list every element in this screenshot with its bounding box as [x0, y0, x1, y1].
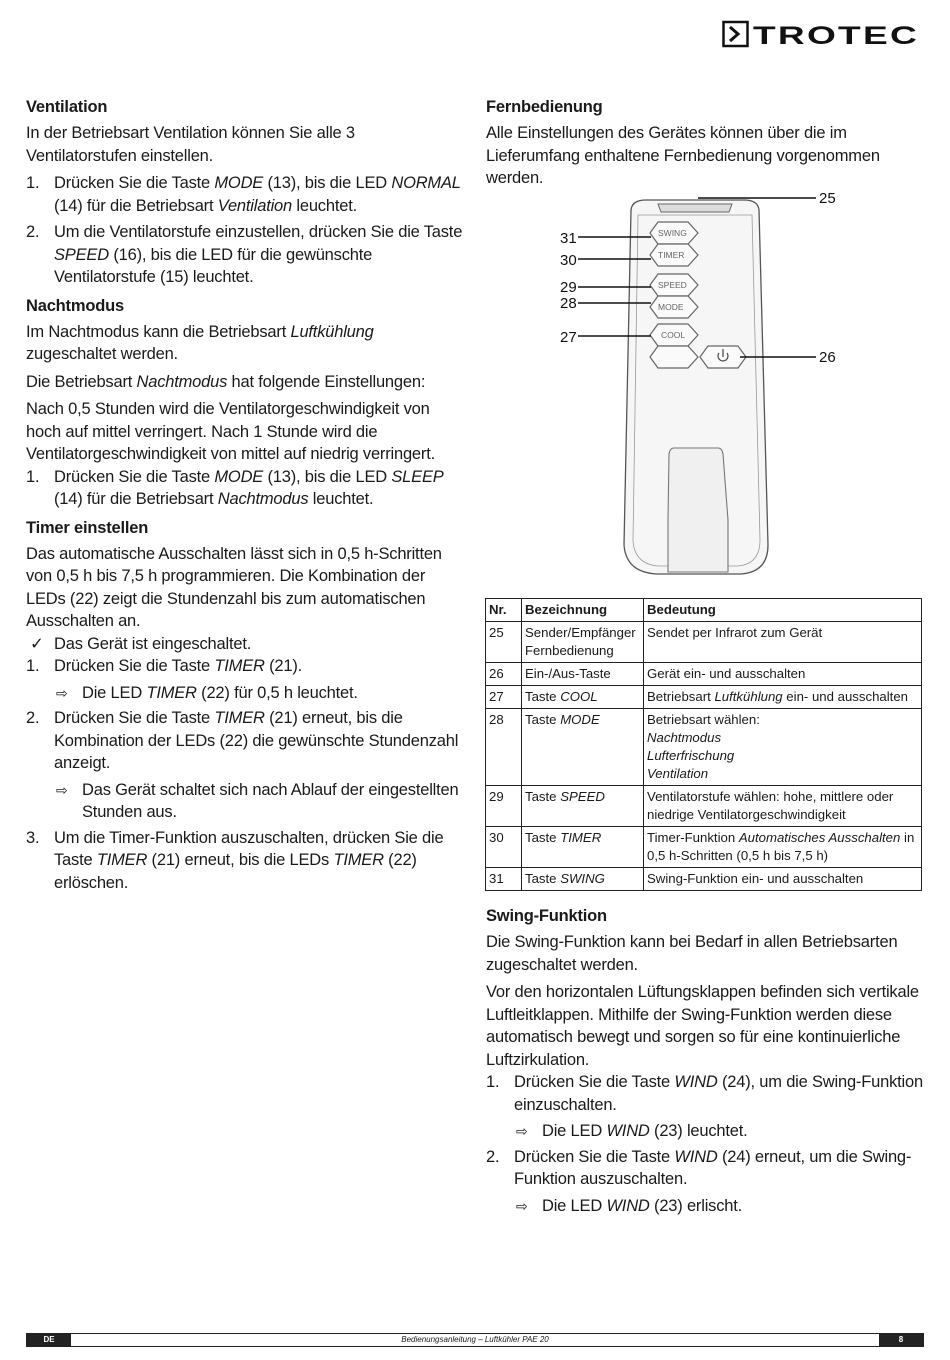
- swing-result-2: ⇨ Die LED WIND (23) erlischt.: [486, 1195, 926, 1218]
- timer-step-3: 3. Um die Timer-Funktion auszuschalten, drücken Sie die Taste TIMER (21) erneut, bis die LEDs TIMER (22) erlöschen.: [26, 828, 444, 892]
- table-row: 25 Sender/Empfänger Fernbedienung Sendet per Infrarot zum Gerät: [486, 622, 922, 663]
- callout-27: 27: [560, 329, 577, 346]
- arrow-right-icon: ⇨: [516, 1197, 528, 1214]
- brand-name: TROTEC: [753, 22, 919, 48]
- arrow-right-icon: ⇨: [56, 684, 68, 701]
- callout-29: 29: [560, 279, 577, 296]
- checkmark-icon: ✓: [30, 634, 44, 653]
- table-header: Bedeutung: [644, 599, 922, 622]
- callout-30: 30: [560, 252, 577, 269]
- table-row: 27 Taste COOL Betriebsart Luftkühlung ein- und ausschalten: [486, 686, 922, 709]
- page-footer: [26, 1333, 924, 1347]
- language-badge: DE: [27, 1334, 71, 1346]
- ventilation-section: [26, 96, 466, 289]
- left-column: [26, 96, 466, 898]
- swing-p2: Vor den horizontalen Lüftungsklappen befinden sich vertikale Luftleitklappen. Mithilfe der Swing-Funktion werden diese automatisch bewegt und sorgen so für eine kontinuierliche Luftzirkulation.: [486, 983, 919, 1069]
- timer-result-1: ⇨ Die LED TIMER (22) für 0,5 h leuchtet.: [26, 682, 466, 705]
- swing-step-1: 1. Drücken Sie die Taste WIND (24), um die Swing-Funktion einzuschalten.: [486, 1073, 923, 1114]
- night-p2: Die Betriebsart Nachtmodus hat folgende Einstellungen:: [26, 372, 426, 391]
- remote-illustration: [486, 180, 926, 585]
- arrow-right-icon: ⇨: [516, 1123, 528, 1139]
- night-title: Nachtmodus: [26, 296, 124, 315]
- table-row: 29 Taste SPEED Ventilatorstufe wählen: hohe, mittlere oder niedrige Ventilatorgeschwindigkeit: [486, 786, 922, 827]
- table-row: 28 Taste MODE Betriebsart wählen: Nachtmodus Lufterfrischung Ventilation: [486, 709, 922, 786]
- table-row: 31 Taste SWING Swing-Funktion ein- und ausschalten: [486, 868, 922, 891]
- table-header: Bezeichnung: [522, 599, 644, 622]
- night-step-1: 1. Drücken Sie die Taste MODE (13), bis die LED SLEEP (14) für die Betriebsart Nachtmodus leuchtet.: [26, 467, 444, 508]
- table-header-row: [486, 599, 922, 622]
- swing-button-label: SWING: [658, 228, 687, 238]
- swing-title: Swing-Funktion: [486, 907, 607, 925]
- timer-section: [26, 517, 466, 895]
- ventilation-title: Ventilation: [26, 98, 108, 116]
- swing-p1: Die Swing-Funktion kann bei Bedarf in allen Betriebsarten zugeschaltet werden.: [486, 933, 898, 974]
- trotec-logo: [722, 20, 922, 48]
- callout-28: 28: [560, 295, 577, 312]
- night-p3: Nach 0,5 Stunden wird die Ventilatorgeschwindigkeit von hoch auf mittel verringert. Nach 1 Stunde wird die Ventilatorgeschwindigkeit von mittel auf niedrig verringert.: [26, 400, 435, 463]
- timer-step-2: 2. Drücken Sie die Taste TIMER (21) erneut, bis die Kombination der LEDs (22) die gewünschte Stundenzahl anzeigt.: [26, 709, 459, 772]
- table-header: Nr.: [486, 599, 522, 622]
- ventilation-step-2: 2. Um die Ventilatorstufe einzustellen, drücken Sie die Taste SPEED (16), bis die LED für die gewünschte Ventilatorstufe (15) leuchtet.: [26, 223, 463, 286]
- callout-25: 25: [819, 190, 836, 207]
- arrow-right-icon: ⇨: [56, 781, 68, 798]
- timer-precondition: ✓ Das Gerät ist eingeschaltet.: [26, 633, 466, 656]
- cool-button-label: COOL: [661, 330, 686, 340]
- callout-26: 26: [819, 349, 836, 366]
- footer-title: Bedienungsanleitung – Luftkühler PAE 20: [401, 1335, 549, 1344]
- remote-intro: Alle Einstellungen des Gerätes können über die im Lieferumfang enthaltene Fernbedienung vorgenommen werden.: [486, 124, 880, 187]
- night-section: [26, 295, 466, 511]
- swing-step-2: 2. Drücken Sie die Taste WIND (24) erneut, um die Swing-Funktion auszuschalten.: [486, 1147, 912, 1188]
- table-row: 26 Ein-/Aus-Taste Gerät ein- und ausschalten: [486, 663, 922, 686]
- timer-result-2: ⇨ Das Gerät schaltet sich nach Ablauf der eingestellten Stunden aus.: [56, 780, 459, 821]
- callout-31: 31: [560, 230, 577, 247]
- timer-title: Timer einstellen: [26, 518, 149, 537]
- mode-button-label: MODE: [658, 302, 684, 312]
- remote-title: Fernbedienung: [486, 98, 603, 116]
- timer-step-1: 1. Drücken Sie die Taste TIMER (21).: [26, 657, 303, 675]
- timer-intro: Das automatische Ausschalten lässt sich in 0,5 h-Schritten von 0,5 h bis 7,5 h programmieren. Die Kombination der LEDs (22) zeigt die Stundenzahl bis zum automatischen Ausschalten an.: [26, 544, 442, 630]
- speed-button-label: SPEED: [658, 280, 687, 290]
- page-number: 8: [879, 1334, 923, 1346]
- swing-section: [486, 905, 926, 1220]
- ventilation-intro: In der Betriebsart Ventilation können Sie alle 3 Ventilatorstufen einstellen.: [26, 124, 355, 165]
- ventilation-step-1: 1. Drücken Sie die Taste MODE (13), bis die LED NORMAL (14) für die Betriebsart Ventilation leuchtet.: [26, 174, 461, 215]
- table-row: 30 Taste TIMER Timer-Funktion Automatisches Ausschalten in 0,5 h-Schritten (0,5 h bis 7,5 h): [486, 827, 922, 868]
- remote-buttons-table: [485, 598, 922, 891]
- swing-result-1: ⇨ Die LED WIND (23) leuchtet.: [486, 1120, 926, 1143]
- timer-button-label: TIMER: [658, 250, 685, 260]
- night-p1: Im Nachtmodus kann die Betriebsart Luftkühlung zugeschaltet werden.: [26, 322, 374, 363]
